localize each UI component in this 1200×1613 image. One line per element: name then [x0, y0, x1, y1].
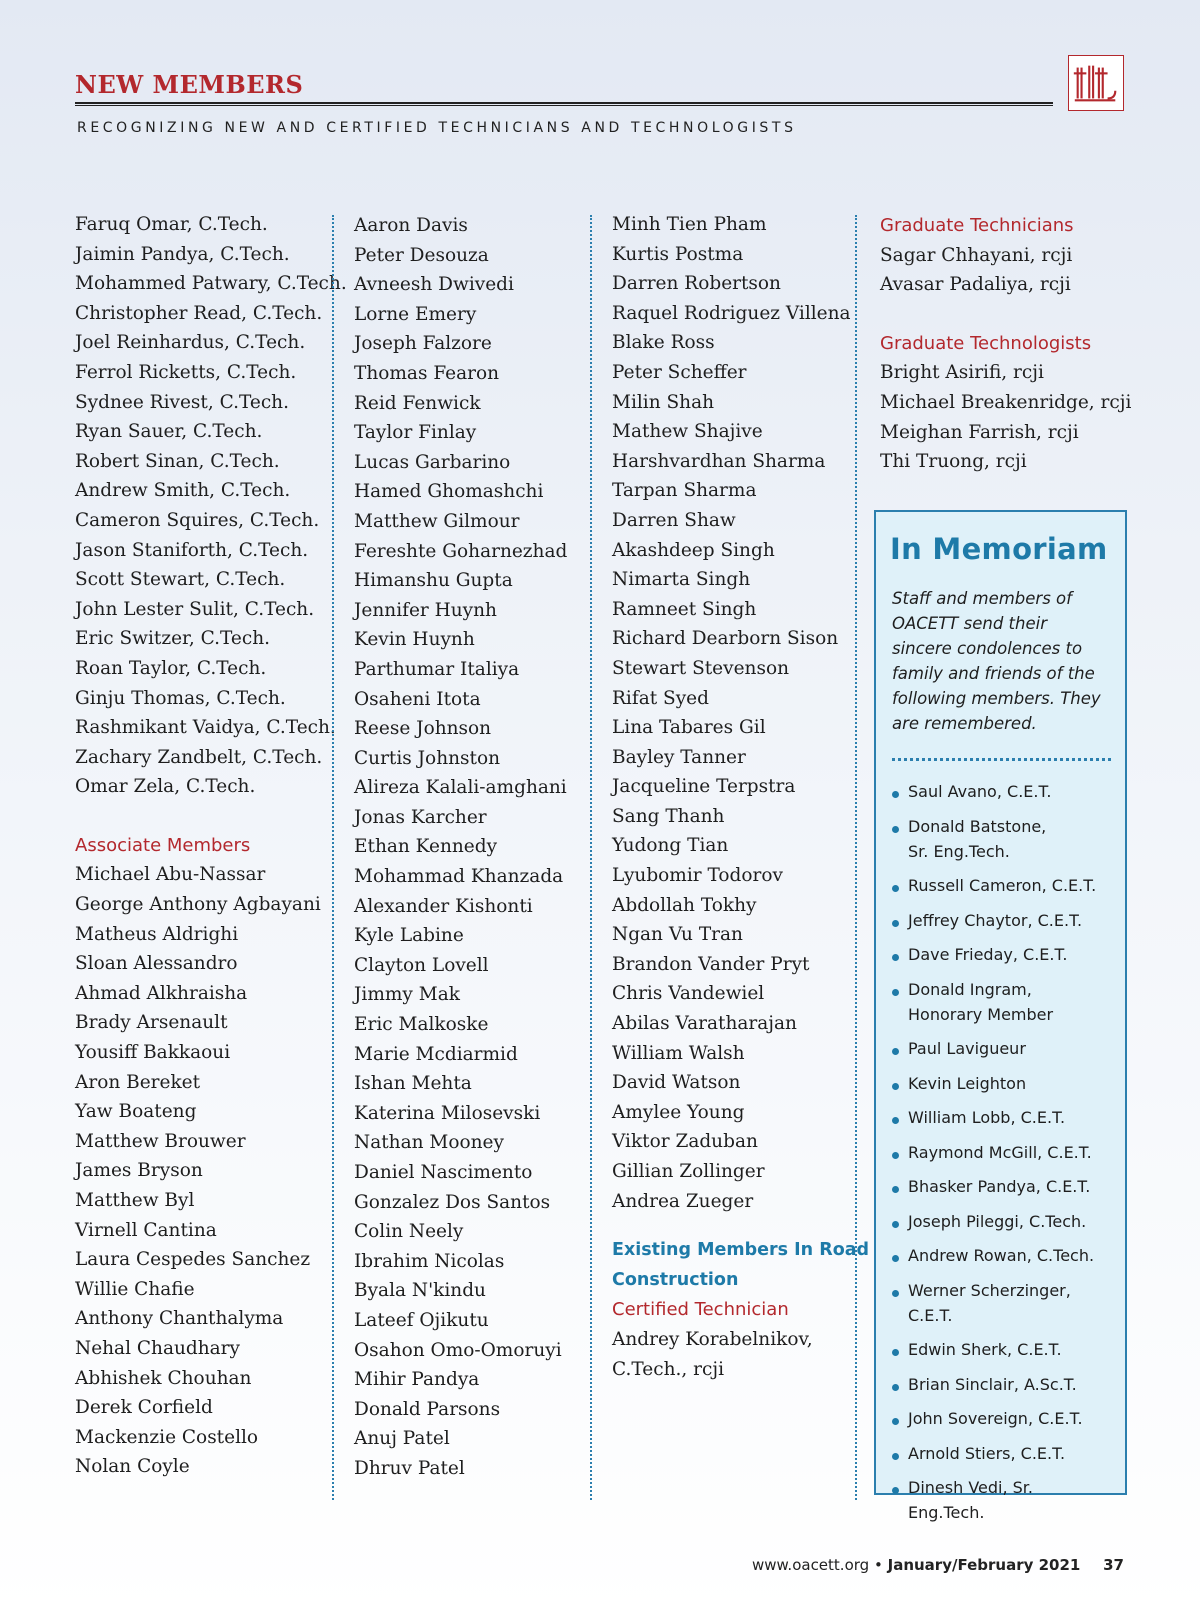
list-item: Clayton Lovell [354, 954, 489, 976]
list-item: Parthumar Italiya [354, 658, 520, 680]
list-item: Kyle Labine [354, 925, 464, 947]
list-item: Andrea Zueger [612, 1190, 754, 1212]
list-item: Nolan Coyle [75, 1456, 190, 1478]
list-item: Abdollah Tokhy [612, 894, 757, 916]
list-item: Harshvardhan Sharma [612, 450, 826, 472]
memoriam-name: Arnold Stiers, C.E.T. [908, 1443, 1066, 1463]
list-item: Thi Truong, rcji [880, 451, 1027, 473]
memoriam-item [890, 1278, 1111, 1328]
list-item: Matheus Aldrighi [75, 923, 239, 945]
list-item: Richard Dearborn Sison [612, 628, 839, 650]
list-item: Jacqueline Terpstra [612, 776, 796, 798]
memoriam-name: Kevin Leighton [908, 1073, 1027, 1093]
list-item: Eric Switzer, C.Tech. [75, 628, 271, 650]
list-item: Zachary Zandbelt, C.Tech. [75, 746, 323, 768]
list-item: Scott Stewart, C.Tech. [75, 569, 286, 591]
list-item: Gillian Zollinger [612, 1161, 765, 1182]
memoriam-name: Edwin Sherk, C.E.T. [908, 1340, 1062, 1359]
list-item: Ryan Sauer, C.Tech. [75, 421, 263, 443]
list-item: Marie Mcdiarmid [354, 1043, 518, 1065]
page-title: NEW MEMBERS [75, 70, 304, 99]
list-item: Bayley Tanner [612, 746, 746, 768]
memoriam-item [890, 779, 1111, 804]
list-item: Taylor Finlay [354, 422, 477, 444]
list-item: William Walsh [612, 1042, 745, 1064]
road-construction-heading: Existing Members In Road [612, 1240, 870, 1261]
list-item: Faruq Omar, C.Tech. [75, 214, 268, 235]
list-item: Byala N'kindu [354, 1280, 486, 1302]
graduate-technologists-list [880, 358, 1131, 476]
list-item: Fereshte Goharnezhad [354, 540, 568, 562]
in-memoriam-title: In Memoriam [890, 532, 1108, 566]
list-item: Lateef Ojikutu [354, 1309, 489, 1331]
list-item: Yousiff Bakkaoui [75, 1042, 231, 1064]
list-item: Rifat Syed [612, 687, 709, 709]
list-item: Gonzalez Dos Santos [354, 1191, 551, 1213]
memoriam-item [890, 1209, 1111, 1234]
associate-list [75, 860, 347, 1481]
memoriam-item [890, 1337, 1111, 1362]
list-item: Peter Scheffer [612, 361, 747, 383]
header-rule [75, 102, 1053, 106]
list-item: Hamed Ghomashchi [354, 481, 544, 503]
list-item: Katerina Milosevski [354, 1102, 541, 1124]
list-item: Curtis Johnston [354, 747, 501, 769]
memoriam-item [890, 908, 1111, 933]
memoriam-item [890, 977, 1111, 1027]
list-item: Jonas Karcher [354, 806, 487, 828]
list-item: Ngan Vu Tran [612, 924, 743, 946]
list-item: Lina Tabares Gil [612, 717, 766, 739]
column-3 [612, 210, 869, 1384]
memoriam-name: John Sovereign, C.E.T. [908, 1409, 1083, 1428]
memoriam-name: Werner Scherzinger, C.E.T. [908, 1280, 1071, 1325]
list-item: Thomas Fearon [354, 362, 500, 384]
list-item: Chris Vandewiel [612, 983, 765, 1005]
list-item: Darren Robertson [612, 273, 781, 295]
list-item: Aaron Davis [354, 215, 468, 236]
footer-website: www.oacett.org [752, 1556, 870, 1574]
list-item: Eric Malkoske [354, 1014, 489, 1036]
list-item: Willie Chafie [75, 1278, 195, 1300]
list-item: Peter Desouza [354, 244, 489, 266]
list-item: Ferrol Ricketts, C.Tech. [75, 361, 297, 383]
list-item: Sydnee Rivest, C.Tech. [75, 391, 289, 413]
list-item: Jennifer Huynh [354, 599, 497, 621]
graduate-technicians-heading: Graduate Technicians [880, 215, 1074, 236]
memoriam-name: Paul Lavigueur [908, 1039, 1026, 1058]
memoriam-item [890, 1441, 1111, 1466]
list-item: Blake Ross [612, 332, 715, 354]
list-item: Michael Abu-Nassar [75, 864, 266, 886]
memoriam-name: Andrew Rowan, C.Tech. [908, 1246, 1095, 1265]
list-item: Laura Cespedes Sanchez [75, 1249, 311, 1271]
road-member: Andrey Korabelnikov, [612, 1328, 813, 1350]
list-item: Lyubomir Todorov [612, 865, 783, 887]
memoriam-item [890, 1174, 1111, 1199]
memoriam-name: Honorary Member [908, 1004, 1054, 1024]
list-item: Lucas Garbarino [354, 451, 511, 473]
memoriam-name: Raymond McGill, C.E.T. [908, 1142, 1092, 1162]
member-list [354, 211, 567, 1484]
list-item: Sagar Chhayani, rcji [880, 244, 1073, 266]
list-item: Lorne Emery [354, 303, 477, 325]
memoriam-name: Sr. Eng.Tech. [908, 841, 1010, 861]
memoriam-item [890, 1140, 1111, 1165]
memoriam-item [890, 1475, 1111, 1525]
list-item: Donald Parsons [354, 1398, 501, 1420]
list-item: Alireza Kalali-amghani [354, 777, 567, 799]
list-item: George Anthony Agbayani [75, 894, 321, 916]
memoriam-name: Saul Avano, C.E.T. [908, 782, 1052, 801]
column-divider [590, 215, 592, 1500]
memoriam-item [890, 1243, 1111, 1268]
page-subtitle: RECOGNIZING NEW AND CERTIFIED TECHNICIANS AND TECHNOLOGISTS [77, 120, 797, 136]
list-item: Avneesh Dwivedi [354, 274, 514, 296]
memoriam-name: Russell Cameron, C.E.T. [908, 876, 1097, 895]
list-item: Mathew Shajive [612, 421, 763, 443]
list-item: Mohammad Khanzada [354, 866, 564, 888]
column-1 [75, 210, 347, 1482]
logo-glyph [1069, 56, 1123, 110]
list-item: Matthew Brouwer [75, 1130, 246, 1152]
dotted-divider [892, 758, 1111, 761]
memoriam-item [890, 1105, 1111, 1130]
list-item: Reid Fenwick [354, 392, 481, 414]
list-item: Anthony Chanthalyma [75, 1308, 284, 1330]
list-item: Kevin Huynh [354, 629, 475, 651]
list-item: Yudong Tian [612, 835, 729, 857]
list-item: Akashdeep Singh [612, 539, 775, 561]
list-item: Osaheni Itota [354, 688, 481, 710]
list-item: Ahmad Alkhraisha [75, 982, 248, 1004]
list-item: Ethan Kennedy [354, 836, 498, 858]
list-item: Christopher Read, C.Tech. [75, 302, 323, 324]
list-item: Reese Johnson [354, 718, 492, 740]
list-item: Rashmikant Vaidya, C.Tech. [75, 717, 336, 739]
column-2 [354, 211, 567, 1484]
list-item: Himanshu Gupta [354, 570, 513, 592]
list-item: Colin Neely [354, 1221, 464, 1243]
column-4 [880, 211, 1131, 477]
list-item: James Bryson [75, 1160, 203, 1182]
list-item: Ishan Mehta [354, 1073, 472, 1095]
list-item: Nimarta Singh [612, 569, 751, 591]
list-item: David Watson [612, 1072, 741, 1094]
list-item: Ibrahim Nicolas [354, 1250, 505, 1272]
in-memoriam-box [874, 510, 1127, 1522]
memoriam-name: Brian Sinclair, A.Sc.T. [908, 1374, 1077, 1394]
column-divider [855, 215, 857, 1500]
memoriam-item [890, 1071, 1111, 1096]
list-item: Viktor Zaduban [612, 1131, 758, 1153]
list-item: Mohammed Patwary, C.Tech. [75, 273, 347, 295]
list-item: Derek Corfield [75, 1397, 213, 1419]
list-item: Darren Shaw [612, 509, 736, 531]
in-memoriam-intro: Staff and members of OACETT send their sincere condolences to family and friends of the following members. They are remembered. [892, 589, 1101, 733]
memoriam-item [890, 1406, 1111, 1431]
list-item: Stewart Stevenson [612, 657, 789, 679]
memoriam-item [890, 1372, 1111, 1397]
list-item: Omar Zela, C.Tech. [75, 776, 256, 798]
list-item: Virnell Cantina [75, 1219, 217, 1241]
road-construction-heading: Construction [612, 1269, 739, 1290]
list-item: Cameron Squires, C.Tech. [75, 509, 320, 531]
page-number: 37 [1103, 1556, 1124, 1574]
list-item: Jimmy Mak [354, 984, 460, 1006]
list-item: Daniel Nascimento [354, 1162, 533, 1183]
page-footer [752, 1556, 1124, 1574]
associate-members-heading: Associate Members [75, 834, 251, 856]
list-item: Nehal Chaudhary [75, 1337, 240, 1359]
member-list [612, 210, 869, 1216]
memoriam-item [890, 814, 1111, 864]
list-item: Sloan Alessandro [75, 953, 238, 975]
road-construction-section [612, 1236, 869, 1384]
list-item: Roan Taylor, C.Tech. [75, 657, 267, 679]
list-item: Aron Bereket [75, 1071, 201, 1093]
list-item: Kurtis Postma [612, 243, 744, 265]
list-item: Matthew Gilmour [354, 510, 520, 532]
graduate-technicians-list [880, 241, 1131, 300]
list-item: Abilas Varatharajan [612, 1013, 797, 1035]
memoriam-name: William Lobb, C.E.T. [908, 1108, 1066, 1127]
memoriam-name: Bhasker Pandya, C.E.T. [908, 1177, 1091, 1196]
list-item: Yaw Boateng [75, 1101, 197, 1123]
list-item: Mackenzie Costello [75, 1426, 259, 1448]
memoriam-name: Dinesh Vedi, Sr. Eng.Tech. [908, 1478, 1033, 1522]
list-item: Jaimin Pandya, C.Tech. [75, 243, 290, 265]
oacett-logo-icon [1068, 55, 1124, 111]
list-item: John Lester Sulit, C.Tech. [75, 598, 315, 620]
certified-technician-heading: Certified Technician [612, 1299, 789, 1321]
list-item: Ginju Thomas, C.Tech. [75, 687, 286, 709]
list-item: Jason Staniforth, C.Tech. [75, 539, 309, 561]
memoriam-name: Donald Ingram, [908, 979, 1032, 999]
memoriam-name: Joseph Pileggi, C.Tech. [908, 1211, 1087, 1231]
list-item: Robert Sinan, C.Tech. [75, 450, 280, 472]
list-item: Nathan Mooney [354, 1132, 504, 1154]
list-item: Dhruv Patel [354, 1457, 465, 1479]
list-item: Raquel Rodriguez Villena [612, 302, 851, 324]
memoriam-name: Dave Friеday, C.E.T. [908, 945, 1068, 964]
list-item: Joel Reinhardus, C.Tech. [75, 332, 306, 354]
list-item: Brady Arsenault [75, 1012, 228, 1034]
list-item: Meighan Farrish, rcji [880, 421, 1079, 443]
list-item: Osahon Omo-Omoruyi [354, 1339, 562, 1361]
list-item: Alexander Kishonti [354, 895, 533, 917]
list-item: Mihir Pandya [354, 1369, 480, 1391]
list-item: Joseph Falzore [354, 333, 492, 355]
memoriam-item [890, 1036, 1111, 1061]
list-item: Sang Thanh [612, 805, 725, 827]
list-item: Milin Shah [612, 391, 715, 413]
memoriam-item [890, 942, 1111, 967]
list-item: Abhishek Chouhan [75, 1367, 252, 1389]
memoriam-name: Donald Batstone, [908, 816, 1047, 836]
list-item: Amylee Young [612, 1101, 745, 1123]
in-memoriam-list [890, 779, 1111, 1525]
list-item: Anuj Patel [354, 1428, 450, 1450]
ctech-list [75, 210, 347, 802]
list-item: Andrew Smith, C.Tech. [75, 480, 291, 502]
list-item: Avasar Padaliya, rcji [880, 274, 1071, 296]
list-item: Brandon Vander Pryt [612, 953, 810, 975]
list-item: Minh Tien Pham [612, 214, 767, 235]
list-item: Matthew Byl [75, 1190, 195, 1211]
list-item: Tarpan Sharma [612, 480, 757, 502]
graduate-technologists-heading: Graduate Technologists [880, 332, 1092, 354]
list-item: Michael Breakenridge, rcji [880, 391, 1132, 413]
list-item: Bright Asirifi, rcji [880, 362, 1044, 384]
memoriam-name: Jeffrey Chaytor, C.E.T. [908, 910, 1083, 930]
memoriam-item [890, 873, 1111, 898]
footer-issue: January/February 2021 [887, 1556, 1081, 1574]
column-divider [332, 215, 334, 1500]
footer-bullet: • [873, 1556, 883, 1574]
list-item: Ramneet Singh [612, 598, 757, 620]
road-member: C.Tech., rcji [612, 1358, 725, 1380]
